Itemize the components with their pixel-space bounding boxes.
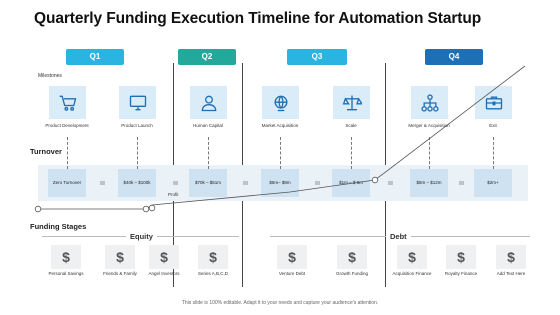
turnover-value: $1m – $ 8m: [332, 169, 370, 197]
quarter-q2: Q2: [178, 49, 236, 65]
dollar-icon: $: [337, 245, 367, 269]
profit-label: Profit: [168, 192, 179, 197]
dollar-icon: $: [496, 245, 526, 269]
milestone-label: Product Launch: [121, 123, 153, 128]
quarter-q3: Q3: [287, 49, 347, 65]
funding-label: Add Text Here: [496, 271, 526, 276]
dollar-icon: $: [277, 245, 307, 269]
dollar-icon: $: [397, 245, 427, 269]
milestone-label: Product Development: [45, 123, 89, 128]
dollar-icon: $: [51, 245, 81, 269]
turnover-value: Zero Turnover: [48, 169, 86, 197]
turnover-value: $40k – $100k: [118, 169, 156, 197]
milestones-label: Milestones: [38, 73, 62, 79]
milestone-label: Market Acquisition: [261, 123, 299, 128]
milestone-label: Scale: [345, 123, 357, 128]
funding-label: Friends & Family: [103, 271, 137, 276]
turnover-label: Turnover: [30, 147, 62, 156]
funding-label: Angel Investors: [148, 271, 180, 276]
turnover-value: $5m– $8m: [261, 169, 299, 197]
turnover-value: $70k – $51m: [189, 169, 227, 197]
funding-label: Venture Debt: [278, 271, 306, 276]
funding-stages-label: Funding Stages: [30, 222, 87, 231]
milestone-label: Merger & Acquisition: [408, 123, 450, 128]
funding-label: Personal Savings: [48, 271, 84, 276]
funding-label: Acquisition Finance: [392, 271, 432, 276]
turnover-value: $8m – $12m: [410, 169, 448, 197]
funding-label: Growth Funding: [335, 271, 369, 276]
footer-note: This slide is 100% editable. Adapt it to your needs and capture your audience's attention.: [181, 300, 379, 306]
milestone-label: Exit: [489, 123, 497, 128]
equity-label: Equity: [126, 232, 157, 241]
quarter-q1: Q1: [66, 49, 124, 65]
dollar-icon: $: [446, 245, 476, 269]
funding-label: Series A,B,C,D: [197, 271, 228, 276]
page-title: Quarterly Funding Execution Timeline for Automation Startup: [34, 10, 482, 27]
dollar-icon: $: [149, 245, 179, 269]
turnover-value: $2m+: [474, 169, 512, 197]
funding-label: Royalty Finance: [444, 271, 478, 276]
milestone-label: Human Capital: [193, 123, 223, 128]
dollar-icon: $: [105, 245, 135, 269]
dollar-icon: $: [198, 245, 228, 269]
quarter-q4: Q4: [425, 49, 483, 65]
debt-label: Debt: [386, 232, 411, 241]
